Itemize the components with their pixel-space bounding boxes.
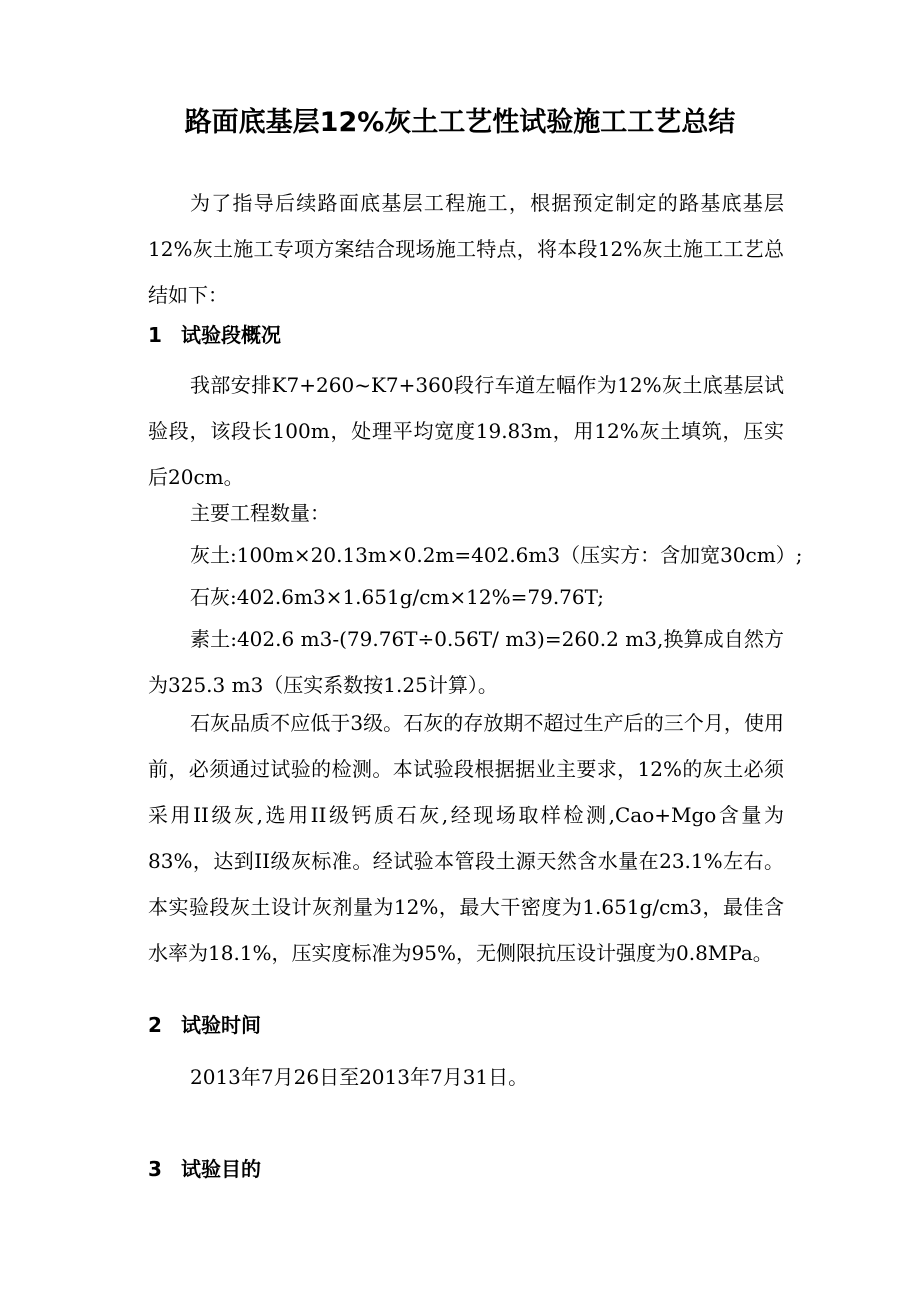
section-heading-2: [148, 1002, 784, 1048]
document-title: 路面底基层12%灰土工艺性试验施工工艺总结: [184, 107, 736, 138]
lime-soil-quantity: 灰土:100m×20.13m×0.2m=402.6m3（压实方：含加宽30cm）;: [190, 543, 803, 567]
lime-quantity: 石灰:402.6m3×1.651g/cm×12%=79.76T;: [190, 585, 604, 609]
intro-paragraph: 为了指导后续路面底基层工程施工，根据预定制定的路基底基层12%灰土施工专项方案结合现场施工特点，将本段12%灰土施工工艺总结如下：: [148, 191, 784, 307]
test-time-text: 2013年7月26日至2013年7月31日。: [190, 1065, 529, 1089]
section-title: 试验目的: [181, 1157, 261, 1181]
section-number: 1: [148, 323, 162, 347]
section-title: 试验时间: [181, 1013, 261, 1037]
section-heading-1: [148, 312, 784, 358]
section-title: 试验段概况: [181, 323, 281, 347]
overview-paragraph: 我部安排K7+260~K7+360段行车道左幅作为12%灰土底基层试验段，该段长100m，处理平均宽度19.83m，用12%灰土填筑，压实后20cm。: [148, 373, 784, 489]
quality-paragraph: 石灰品质不应低于3级。石灰的存放期不超过生产后的三个月，使用前，必须通过试验的检测。本试验段根据据业主要求，12%的灰土必须采用II级灰,选用II级钙质石灰,经现场取样检测,Cao+Mgo含量为83%，达到II级灰标准。经试验本管段土源天然含水量在23.1%左右。本实验段灰土设计灰剂量为12%，最大干密度为1.651g/cm3，最佳含水率为18.1%，压实度标准为95%，无侧限抗压设计强度为0.8MPa。: [148, 711, 784, 965]
plain-soil-quantity: 素土:402.6 m3-(79.76T÷0.56T/ m3)=260.2 m3,换算成自然方为325.3 m3（压实系数按1.25计算）。: [148, 627, 784, 697]
section-heading-3: [148, 1146, 784, 1192]
section-number: 2: [148, 1013, 162, 1037]
quantities-label: 主要工程数量：: [190, 501, 330, 525]
section-number: 3: [148, 1157, 162, 1181]
